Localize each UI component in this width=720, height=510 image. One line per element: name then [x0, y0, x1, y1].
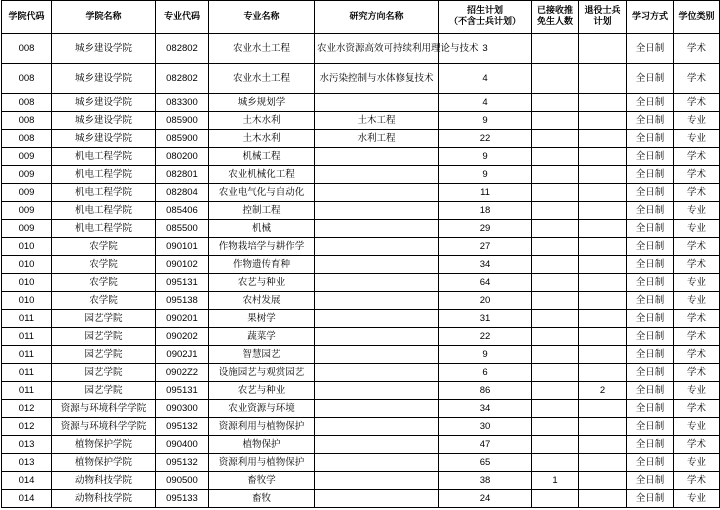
- degree-type-cell: 专业: [674, 130, 720, 148]
- study-mode-cell: 全日制: [627, 472, 674, 490]
- major-code-cell: 090400: [156, 436, 209, 454]
- table-row: [2, 436, 720, 454]
- header-enrollment-plan: 招生计划 （不含士兵计划）: [439, 1, 532, 34]
- veteran-plan-cell: [579, 436, 627, 454]
- exempt-received-cell: [532, 112, 579, 130]
- major-name-cell: 农业机械化工程: [209, 166, 315, 184]
- study-mode-cell: 全日制: [627, 382, 674, 400]
- college-name-cell: 城乡建设学院: [52, 130, 156, 148]
- table-row: [2, 94, 720, 112]
- table-row: [2, 112, 720, 130]
- college-code-cell: 008: [2, 34, 52, 64]
- study-mode-cell: 全日制: [627, 184, 674, 202]
- exempt-received-cell: [532, 418, 579, 436]
- major-name-cell: 农业电气化与自动化: [209, 184, 315, 202]
- college-name-cell: 园艺学院: [52, 346, 156, 364]
- college-code-cell: 014: [2, 472, 52, 490]
- header-major-code: 专业代码: [156, 1, 209, 34]
- exempt-received-cell: [532, 184, 579, 202]
- exempt-received-cell: [532, 148, 579, 166]
- research-direction-cell: 土木工程: [315, 112, 439, 130]
- enrollment-plan-cell: 9: [439, 166, 532, 184]
- major-code-cell: 095131: [156, 274, 209, 292]
- college-code-cell: 009: [2, 184, 52, 202]
- exempt-received-cell: [532, 346, 579, 364]
- research-direction-cell: 水污染控制与水体修复技术: [315, 64, 439, 94]
- research-direction-cell: [315, 472, 439, 490]
- major-code-cell: 0902J1: [156, 346, 209, 364]
- college-code-cell: 008: [2, 94, 52, 112]
- college-code-cell: 011: [2, 364, 52, 382]
- veteran-plan-cell: [579, 454, 627, 472]
- veteran-plan-cell: [579, 112, 627, 130]
- college-name-cell: 植物保护学院: [52, 436, 156, 454]
- major-code-cell: 090101: [156, 238, 209, 256]
- major-name-cell: 农艺与种业: [209, 382, 315, 400]
- exempt-received-cell: [532, 364, 579, 382]
- major-name-cell: 农艺与种业: [209, 274, 315, 292]
- college-code-cell: 010: [2, 274, 52, 292]
- header-study-mode: 学习方式: [627, 1, 674, 34]
- college-code-cell: 008: [2, 112, 52, 130]
- enrollment-plan-cell: 24: [439, 490, 532, 508]
- study-mode-cell: 全日制: [627, 436, 674, 454]
- major-name-cell: 机械工程: [209, 148, 315, 166]
- exempt-received-cell: [532, 166, 579, 184]
- table-row: [2, 346, 720, 364]
- enrollment-plan-cell: 47: [439, 436, 532, 454]
- college-code-cell: 010: [2, 256, 52, 274]
- exempt-received-cell: [532, 436, 579, 454]
- study-mode-cell: 全日制: [627, 202, 674, 220]
- header-research-direction: 研究方向名称: [315, 1, 439, 34]
- study-mode-cell: 全日制: [627, 274, 674, 292]
- study-mode-cell: 全日制: [627, 64, 674, 94]
- degree-type-cell: 专业: [674, 220, 720, 238]
- header-college-name: 学院名称: [52, 1, 156, 34]
- degree-type-cell: 专业: [674, 202, 720, 220]
- study-mode-cell: 全日制: [627, 310, 674, 328]
- degree-type-cell: 专业: [674, 490, 720, 508]
- enrollment-plan-cell: 4: [439, 64, 532, 94]
- major-code-cell: 095132: [156, 454, 209, 472]
- major-code-cell: 082802: [156, 64, 209, 94]
- header-veteran-plan: 退役士兵计划: [579, 1, 627, 34]
- college-name-cell: 动物科技学院: [52, 490, 156, 508]
- major-code-cell: 082804: [156, 184, 209, 202]
- college-code-cell: 013: [2, 454, 52, 472]
- major-name-cell: 畜牧学: [209, 472, 315, 490]
- major-name-cell: 资源利用与植物保护: [209, 418, 315, 436]
- major-name-cell: 土木水利: [209, 112, 315, 130]
- major-name-cell: 控制工程: [209, 202, 315, 220]
- degree-type-cell: 学术: [674, 364, 720, 382]
- table-row: [2, 166, 720, 184]
- exempt-received-cell: [532, 328, 579, 346]
- major-name-cell: 蔬菜学: [209, 328, 315, 346]
- college-name-cell: 园艺学院: [52, 310, 156, 328]
- exempt-received-cell: [532, 382, 579, 400]
- enrollment-plan-cell: 11: [439, 184, 532, 202]
- research-direction-cell: [315, 148, 439, 166]
- major-name-cell: 资源利用与植物保护: [209, 454, 315, 472]
- college-name-cell: 植物保护学院: [52, 454, 156, 472]
- enrollment-plan-cell: 86: [439, 382, 532, 400]
- veteran-plan-cell: [579, 166, 627, 184]
- exempt-received-cell: [532, 64, 579, 94]
- major-code-cell: 082801: [156, 166, 209, 184]
- exempt-received-cell: [532, 292, 579, 310]
- veteran-plan-cell: [579, 148, 627, 166]
- table-row: [2, 130, 720, 148]
- table-row: [2, 184, 720, 202]
- college-code-cell: 008: [2, 130, 52, 148]
- college-code-cell: 013: [2, 436, 52, 454]
- enrollment-plan-cell: 30: [439, 418, 532, 436]
- table-row: [2, 292, 720, 310]
- research-direction-cell: [315, 274, 439, 292]
- veteran-plan-cell: [579, 400, 627, 418]
- exempt-received-cell: [532, 400, 579, 418]
- veteran-plan-cell: [579, 34, 627, 64]
- table-row: [2, 400, 720, 418]
- major-name-cell: 农业资源与环境: [209, 400, 315, 418]
- study-mode-cell: 全日制: [627, 454, 674, 472]
- degree-type-cell: 学术: [674, 34, 720, 64]
- enrollment-plan-cell: 34: [439, 256, 532, 274]
- study-mode-cell: 全日制: [627, 94, 674, 112]
- admissions-plan-table: [1, 0, 720, 508]
- study-mode-cell: 全日制: [627, 238, 674, 256]
- veteran-plan-cell: [579, 202, 627, 220]
- college-name-cell: 农学院: [52, 292, 156, 310]
- college-name-cell: 城乡建设学院: [52, 34, 156, 64]
- major-name-cell: 机械: [209, 220, 315, 238]
- research-direction-cell: [315, 454, 439, 472]
- degree-type-cell: 学术: [674, 400, 720, 418]
- enrollment-plan-cell: 27: [439, 238, 532, 256]
- header-degree-type: 学位类别: [674, 1, 720, 34]
- table-row: [2, 64, 720, 94]
- enrollment-plan-cell: 20: [439, 292, 532, 310]
- college-name-cell: 机电工程学院: [52, 202, 156, 220]
- veteran-plan-cell: [579, 346, 627, 364]
- college-name-cell: 资源与环境科学学院: [52, 400, 156, 418]
- enrollment-plan-cell: 6: [439, 364, 532, 382]
- veteran-plan-cell: [579, 184, 627, 202]
- research-direction-cell: [315, 94, 439, 112]
- college-name-cell: 机电工程学院: [52, 166, 156, 184]
- degree-type-cell: 专业: [674, 112, 720, 130]
- table-row: [2, 148, 720, 166]
- study-mode-cell: 全日制: [627, 490, 674, 508]
- degree-type-cell: 专业: [674, 382, 720, 400]
- major-code-cell: 090202: [156, 328, 209, 346]
- major-code-cell: 085900: [156, 112, 209, 130]
- enrollment-plan-cell: 22: [439, 130, 532, 148]
- veteran-plan-cell: [579, 94, 627, 112]
- exempt-received-cell: [532, 256, 579, 274]
- study-mode-cell: 全日制: [627, 364, 674, 382]
- major-code-cell: 0902Z2: [156, 364, 209, 382]
- exempt-received-cell: [532, 34, 579, 64]
- college-code-cell: 009: [2, 220, 52, 238]
- enrollment-plan-cell: 65: [439, 454, 532, 472]
- table-row: [2, 364, 720, 382]
- veteran-plan-cell: [579, 130, 627, 148]
- study-mode-cell: 全日制: [627, 166, 674, 184]
- degree-type-cell: 专业: [674, 454, 720, 472]
- degree-type-cell: 学术: [674, 238, 720, 256]
- research-direction-cell: [315, 382, 439, 400]
- major-name-cell: 设施园艺与观赏园艺: [209, 364, 315, 382]
- research-direction-cell: [315, 364, 439, 382]
- major-code-cell: 095131: [156, 382, 209, 400]
- major-code-cell: 085900: [156, 130, 209, 148]
- degree-type-cell: 专业: [674, 418, 720, 436]
- college-name-cell: 城乡建设学院: [52, 94, 156, 112]
- college-name-cell: 城乡建设学院: [52, 112, 156, 130]
- table-row: [2, 472, 720, 490]
- major-name-cell: 城乡规划学: [209, 94, 315, 112]
- research-direction-cell: [315, 166, 439, 184]
- degree-type-cell: 学术: [674, 328, 720, 346]
- major-name-cell: 农村发展: [209, 292, 315, 310]
- research-direction-cell: [315, 310, 439, 328]
- college-code-cell: 011: [2, 346, 52, 364]
- degree-type-cell: 学术: [674, 472, 720, 490]
- college-code-cell: 012: [2, 418, 52, 436]
- research-direction-cell: [315, 418, 439, 436]
- college-code-cell: 011: [2, 310, 52, 328]
- college-code-cell: 014: [2, 490, 52, 508]
- enrollment-plan-cell: 38: [439, 472, 532, 490]
- enrollment-plan-cell: 31: [439, 310, 532, 328]
- college-code-cell: 010: [2, 292, 52, 310]
- exempt-received-cell: [532, 454, 579, 472]
- college-name-cell: 机电工程学院: [52, 184, 156, 202]
- veteran-plan-cell: [579, 490, 627, 508]
- major-name-cell: 智慧园艺: [209, 346, 315, 364]
- research-direction-cell: [315, 238, 439, 256]
- research-direction-cell: 水利工程: [315, 130, 439, 148]
- table-row: [2, 34, 720, 64]
- college-name-cell: 农学院: [52, 274, 156, 292]
- veteran-plan-cell: [579, 238, 627, 256]
- research-direction-cell: [315, 256, 439, 274]
- table-row: [2, 310, 720, 328]
- major-name-cell: 农业水土工程: [209, 34, 315, 64]
- college-code-cell: 010: [2, 238, 52, 256]
- degree-type-cell: 学术: [674, 256, 720, 274]
- table-row: [2, 328, 720, 346]
- table-row: [2, 238, 720, 256]
- degree-type-cell: 专业: [674, 274, 720, 292]
- enrollment-plan-cell: 9: [439, 148, 532, 166]
- college-code-cell: 008: [2, 64, 52, 94]
- study-mode-cell: 全日制: [627, 130, 674, 148]
- college-name-cell: 城乡建设学院: [52, 64, 156, 94]
- enrollment-plan-cell: 64: [439, 274, 532, 292]
- veteran-plan-cell: [579, 328, 627, 346]
- college-code-cell: 011: [2, 328, 52, 346]
- degree-type-cell: 学术: [674, 64, 720, 94]
- research-direction-cell: [315, 436, 439, 454]
- enrollment-plan-cell: 4: [439, 94, 532, 112]
- enrollment-plan-cell: 29: [439, 220, 532, 238]
- exempt-received-cell: [532, 94, 579, 112]
- major-code-cell: 095133: [156, 490, 209, 508]
- major-code-cell: 095132: [156, 418, 209, 436]
- major-name-cell: 农业水土工程: [209, 64, 315, 94]
- college-code-cell: 009: [2, 202, 52, 220]
- veteran-plan-cell: [579, 418, 627, 436]
- research-direction-cell: [315, 292, 439, 310]
- study-mode-cell: 全日制: [627, 346, 674, 364]
- enrollment-plan-cell: 18: [439, 202, 532, 220]
- enrollment-plan-cell: 3: [439, 34, 532, 64]
- veteran-plan-cell: [579, 472, 627, 490]
- table-row: [2, 382, 720, 400]
- college-name-cell: 农学院: [52, 238, 156, 256]
- header-college-code: 学院代码: [2, 1, 52, 34]
- table-row: [2, 454, 720, 472]
- header-exempt-received: 已接收推免生人数: [532, 1, 579, 34]
- table-row: [2, 490, 720, 508]
- degree-type-cell: 学术: [674, 94, 720, 112]
- major-code-cell: 085406: [156, 202, 209, 220]
- major-name-cell: 畜牧: [209, 490, 315, 508]
- study-mode-cell: 全日制: [627, 292, 674, 310]
- major-code-cell: 085500: [156, 220, 209, 238]
- major-name-cell: 作物遗传育种: [209, 256, 315, 274]
- enrollment-plan-cell: 9: [439, 346, 532, 364]
- college-name-cell: 园艺学院: [52, 382, 156, 400]
- study-mode-cell: 全日制: [627, 400, 674, 418]
- table-body: [2, 34, 720, 508]
- research-direction-cell: [315, 346, 439, 364]
- major-code-cell: 090500: [156, 472, 209, 490]
- degree-type-cell: 专业: [674, 292, 720, 310]
- college-name-cell: 动物科技学院: [52, 472, 156, 490]
- major-code-cell: 080200: [156, 148, 209, 166]
- exempt-received-cell: [532, 202, 579, 220]
- study-mode-cell: 全日制: [627, 112, 674, 130]
- exempt-received-cell: [532, 130, 579, 148]
- major-code-cell: 090102: [156, 256, 209, 274]
- research-direction-cell: [315, 184, 439, 202]
- study-mode-cell: 全日制: [627, 328, 674, 346]
- research-direction-cell: [315, 400, 439, 418]
- college-name-cell: 农学院: [52, 256, 156, 274]
- header-major-name: 专业名称: [209, 1, 315, 34]
- major-code-cell: 095138: [156, 292, 209, 310]
- veteran-plan-cell: [579, 220, 627, 238]
- header-row: [2, 1, 720, 34]
- exempt-received-cell: [532, 274, 579, 292]
- veteran-plan-cell: [579, 310, 627, 328]
- exempt-received-cell: 1: [532, 472, 579, 490]
- major-name-cell: 植物保护: [209, 436, 315, 454]
- research-direction-cell: [315, 202, 439, 220]
- study-mode-cell: 全日制: [627, 418, 674, 436]
- degree-type-cell: 学术: [674, 310, 720, 328]
- degree-type-cell: 学术: [674, 184, 720, 202]
- veteran-plan-cell: [579, 364, 627, 382]
- exempt-received-cell: [532, 238, 579, 256]
- enrollment-plan-cell: 22: [439, 328, 532, 346]
- research-direction-cell: [315, 490, 439, 508]
- degree-type-cell: 学术: [674, 166, 720, 184]
- major-name-cell: 果树学: [209, 310, 315, 328]
- enrollment-plan-cell: 34: [439, 400, 532, 418]
- degree-type-cell: 学术: [674, 436, 720, 454]
- veteran-plan-cell: 2: [579, 382, 627, 400]
- study-mode-cell: 全日制: [627, 220, 674, 238]
- college-name-cell: 园艺学院: [52, 364, 156, 382]
- major-name-cell: 土木水利: [209, 130, 315, 148]
- veteran-plan-cell: [579, 274, 627, 292]
- research-direction-cell: [315, 328, 439, 346]
- study-mode-cell: 全日制: [627, 148, 674, 166]
- veteran-plan-cell: [579, 64, 627, 94]
- table-row: [2, 202, 720, 220]
- college-name-cell: 机电工程学院: [52, 148, 156, 166]
- college-name-cell: 机电工程学院: [52, 220, 156, 238]
- college-name-cell: 园艺学院: [52, 328, 156, 346]
- college-name-cell: 资源与环境科学学院: [52, 418, 156, 436]
- table-row: [2, 418, 720, 436]
- major-code-cell: 083300: [156, 94, 209, 112]
- exempt-received-cell: [532, 220, 579, 238]
- veteran-plan-cell: [579, 292, 627, 310]
- college-code-cell: 012: [2, 400, 52, 418]
- college-code-cell: 009: [2, 148, 52, 166]
- college-code-cell: 009: [2, 166, 52, 184]
- study-mode-cell: 全日制: [627, 256, 674, 274]
- degree-type-cell: 学术: [674, 346, 720, 364]
- study-mode-cell: 全日制: [627, 34, 674, 64]
- major-code-cell: 082802: [156, 34, 209, 64]
- college-code-cell: 011: [2, 382, 52, 400]
- exempt-received-cell: [532, 310, 579, 328]
- research-direction-cell: [315, 220, 439, 238]
- major-name-cell: 作物栽培学与耕作学: [209, 238, 315, 256]
- table-row: [2, 274, 720, 292]
- table-row: [2, 256, 720, 274]
- degree-type-cell: 学术: [674, 148, 720, 166]
- research-direction-cell: 农业水资源高效可持续利用理论与技术: [315, 34, 439, 64]
- enrollment-plan-cell: 9: [439, 112, 532, 130]
- table-row: [2, 220, 720, 238]
- exempt-received-cell: [532, 490, 579, 508]
- major-code-cell: 090300: [156, 400, 209, 418]
- major-code-cell: 090201: [156, 310, 209, 328]
- veteran-plan-cell: [579, 256, 627, 274]
